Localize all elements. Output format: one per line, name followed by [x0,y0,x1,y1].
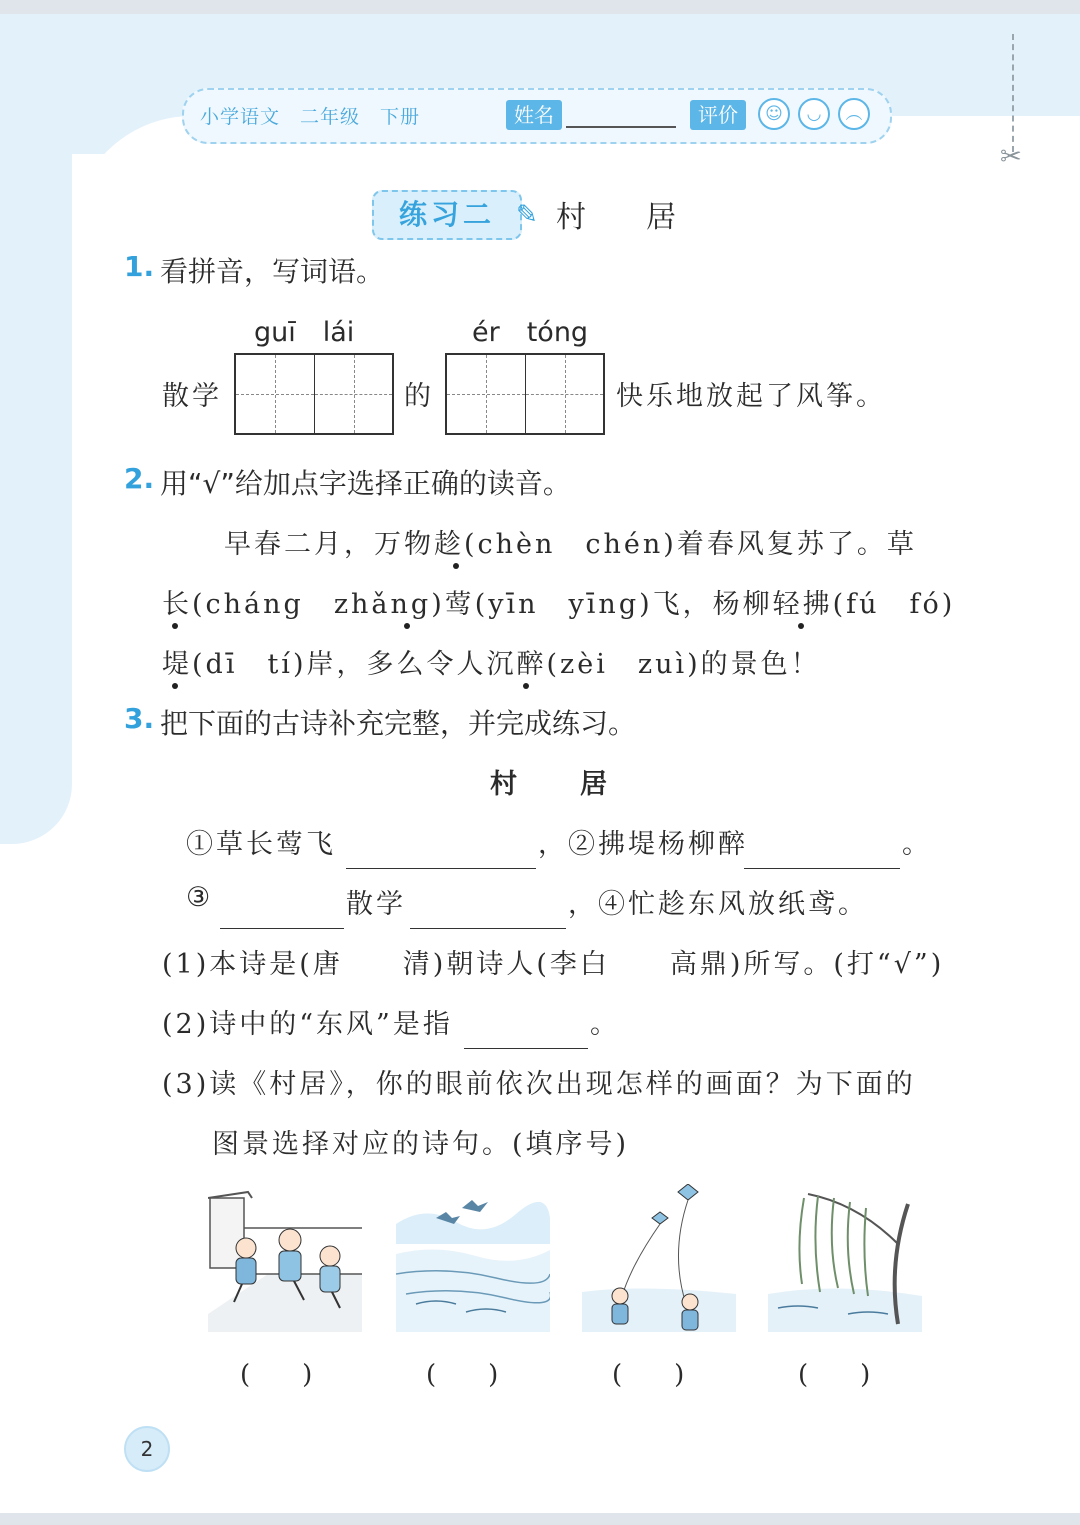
q2-number: 2. [124,462,155,495]
q2-line-2: 长(cháng zhǎng)莺(yīn yīng)飞，杨柳轻拂(fú fó) [162,589,956,620]
q3-sub-3b: 图景选择对应的诗句。(填序号) [212,1129,630,1160]
grid-cell[interactable] [236,355,315,433]
q1-text-after: 快乐地放起了风筝。 [616,381,886,412]
pencil-icon: ✎ [516,200,538,230]
answer-parentheses-3[interactable]: ( ) [612,1360,685,1390]
q1-prompt: 看拼音，写词语。 [160,255,385,288]
answer-blank-4[interactable] [410,928,566,929]
q3-sub-3a: (3)读《村居》，你的眼前依次出现怎样的画面？为下面的 [162,1069,916,1100]
answer-blank-3[interactable] [220,928,344,929]
poem-line-2b: 散学 [346,889,406,920]
answer-blank-1[interactable] [346,868,536,869]
q1-pinyin-2: ér tóng [472,317,589,348]
page-number: 2 [124,1426,170,1472]
children-running-illustration [208,1184,362,1332]
poem-line-1a: ①草长莺飞 [186,829,336,860]
poem-line-2c: ，④忙趁东风放纸鸢。 [568,889,868,920]
emphasis-dot [798,623,804,629]
header-bar [182,88,892,144]
writing-grid-1[interactable] [234,353,394,435]
happy-face-icon[interactable]: ☺ [758,98,790,130]
name-label: 姓名 [506,100,562,130]
answer-blank-5[interactable] [464,1048,588,1049]
course-label: 小学语文 二年级 下册 [200,106,421,128]
q3-sub-1: (1)本诗是(唐 清)朝诗人(李白 高鼎)所写。(打“√”) [162,949,945,980]
writing-grid-2[interactable] [445,353,605,435]
q2-line-3: 堤(dī tí)岸，多么令人沉醉(zèi zuì)的景色！ [162,649,821,680]
poem-line-1c: 。 [902,829,932,860]
q2-prompt: 用“√”给加点字选择正确的读音。 [160,467,571,500]
emphasis-dot [404,623,410,629]
q1-number: 1. [124,250,155,283]
evaluation-label: 评价 [690,100,746,130]
q3-number: 3. [124,702,155,735]
sad-face-icon[interactable]: ︵ [838,98,870,130]
grid-cell[interactable] [526,355,604,433]
q1-pinyin-1: guī lái [254,317,355,348]
worksheet-page [0,14,1080,1513]
answer-parentheses-2[interactable]: ( ) [426,1360,499,1390]
answer-blank-2[interactable] [744,868,900,869]
cut-line [1012,34,1014,152]
emphasis-dot [172,683,178,689]
poem-title: 村 居 [490,769,610,800]
emphasis-dot [453,563,459,569]
emphasis-dot [523,683,529,689]
grid-cell[interactable] [315,355,393,433]
q2-line-1: 早春二月，万物趁(chèn chén)着春风复苏了。草 [224,529,917,560]
grid-cell[interactable] [447,355,526,433]
q3-sub-2-end: 。 [590,1009,620,1040]
lesson-title: 村居 [556,200,736,235]
answer-parentheses-4[interactable]: ( ) [798,1360,871,1390]
neutral-smile-icon[interactable]: ◡ [798,98,830,130]
q3-prompt: 把下面的古诗补充完整，并完成练习。 [160,707,637,740]
q3-sub-2: (2)诗中的“东风”是指 [162,1009,453,1040]
orioles-flying-illustration [396,1184,550,1332]
poem-line-1b: ，②拂堤杨柳醉 [538,829,748,860]
name-field[interactable] [566,126,676,128]
exercise-badge: 练习二 [372,190,522,240]
scissors-icon: ✂ [1000,142,1022,172]
flying-kites-illustration [582,1184,736,1332]
left-band [0,14,72,844]
poem-line-2a: ③ [186,882,214,913]
q1-text-before: 散学 [162,381,222,412]
q1-text-middle: 的 [404,381,434,412]
emphasis-dot [172,623,178,629]
answer-parentheses-1[interactable]: ( ) [240,1360,313,1390]
willow-trees-illustration [768,1184,922,1332]
